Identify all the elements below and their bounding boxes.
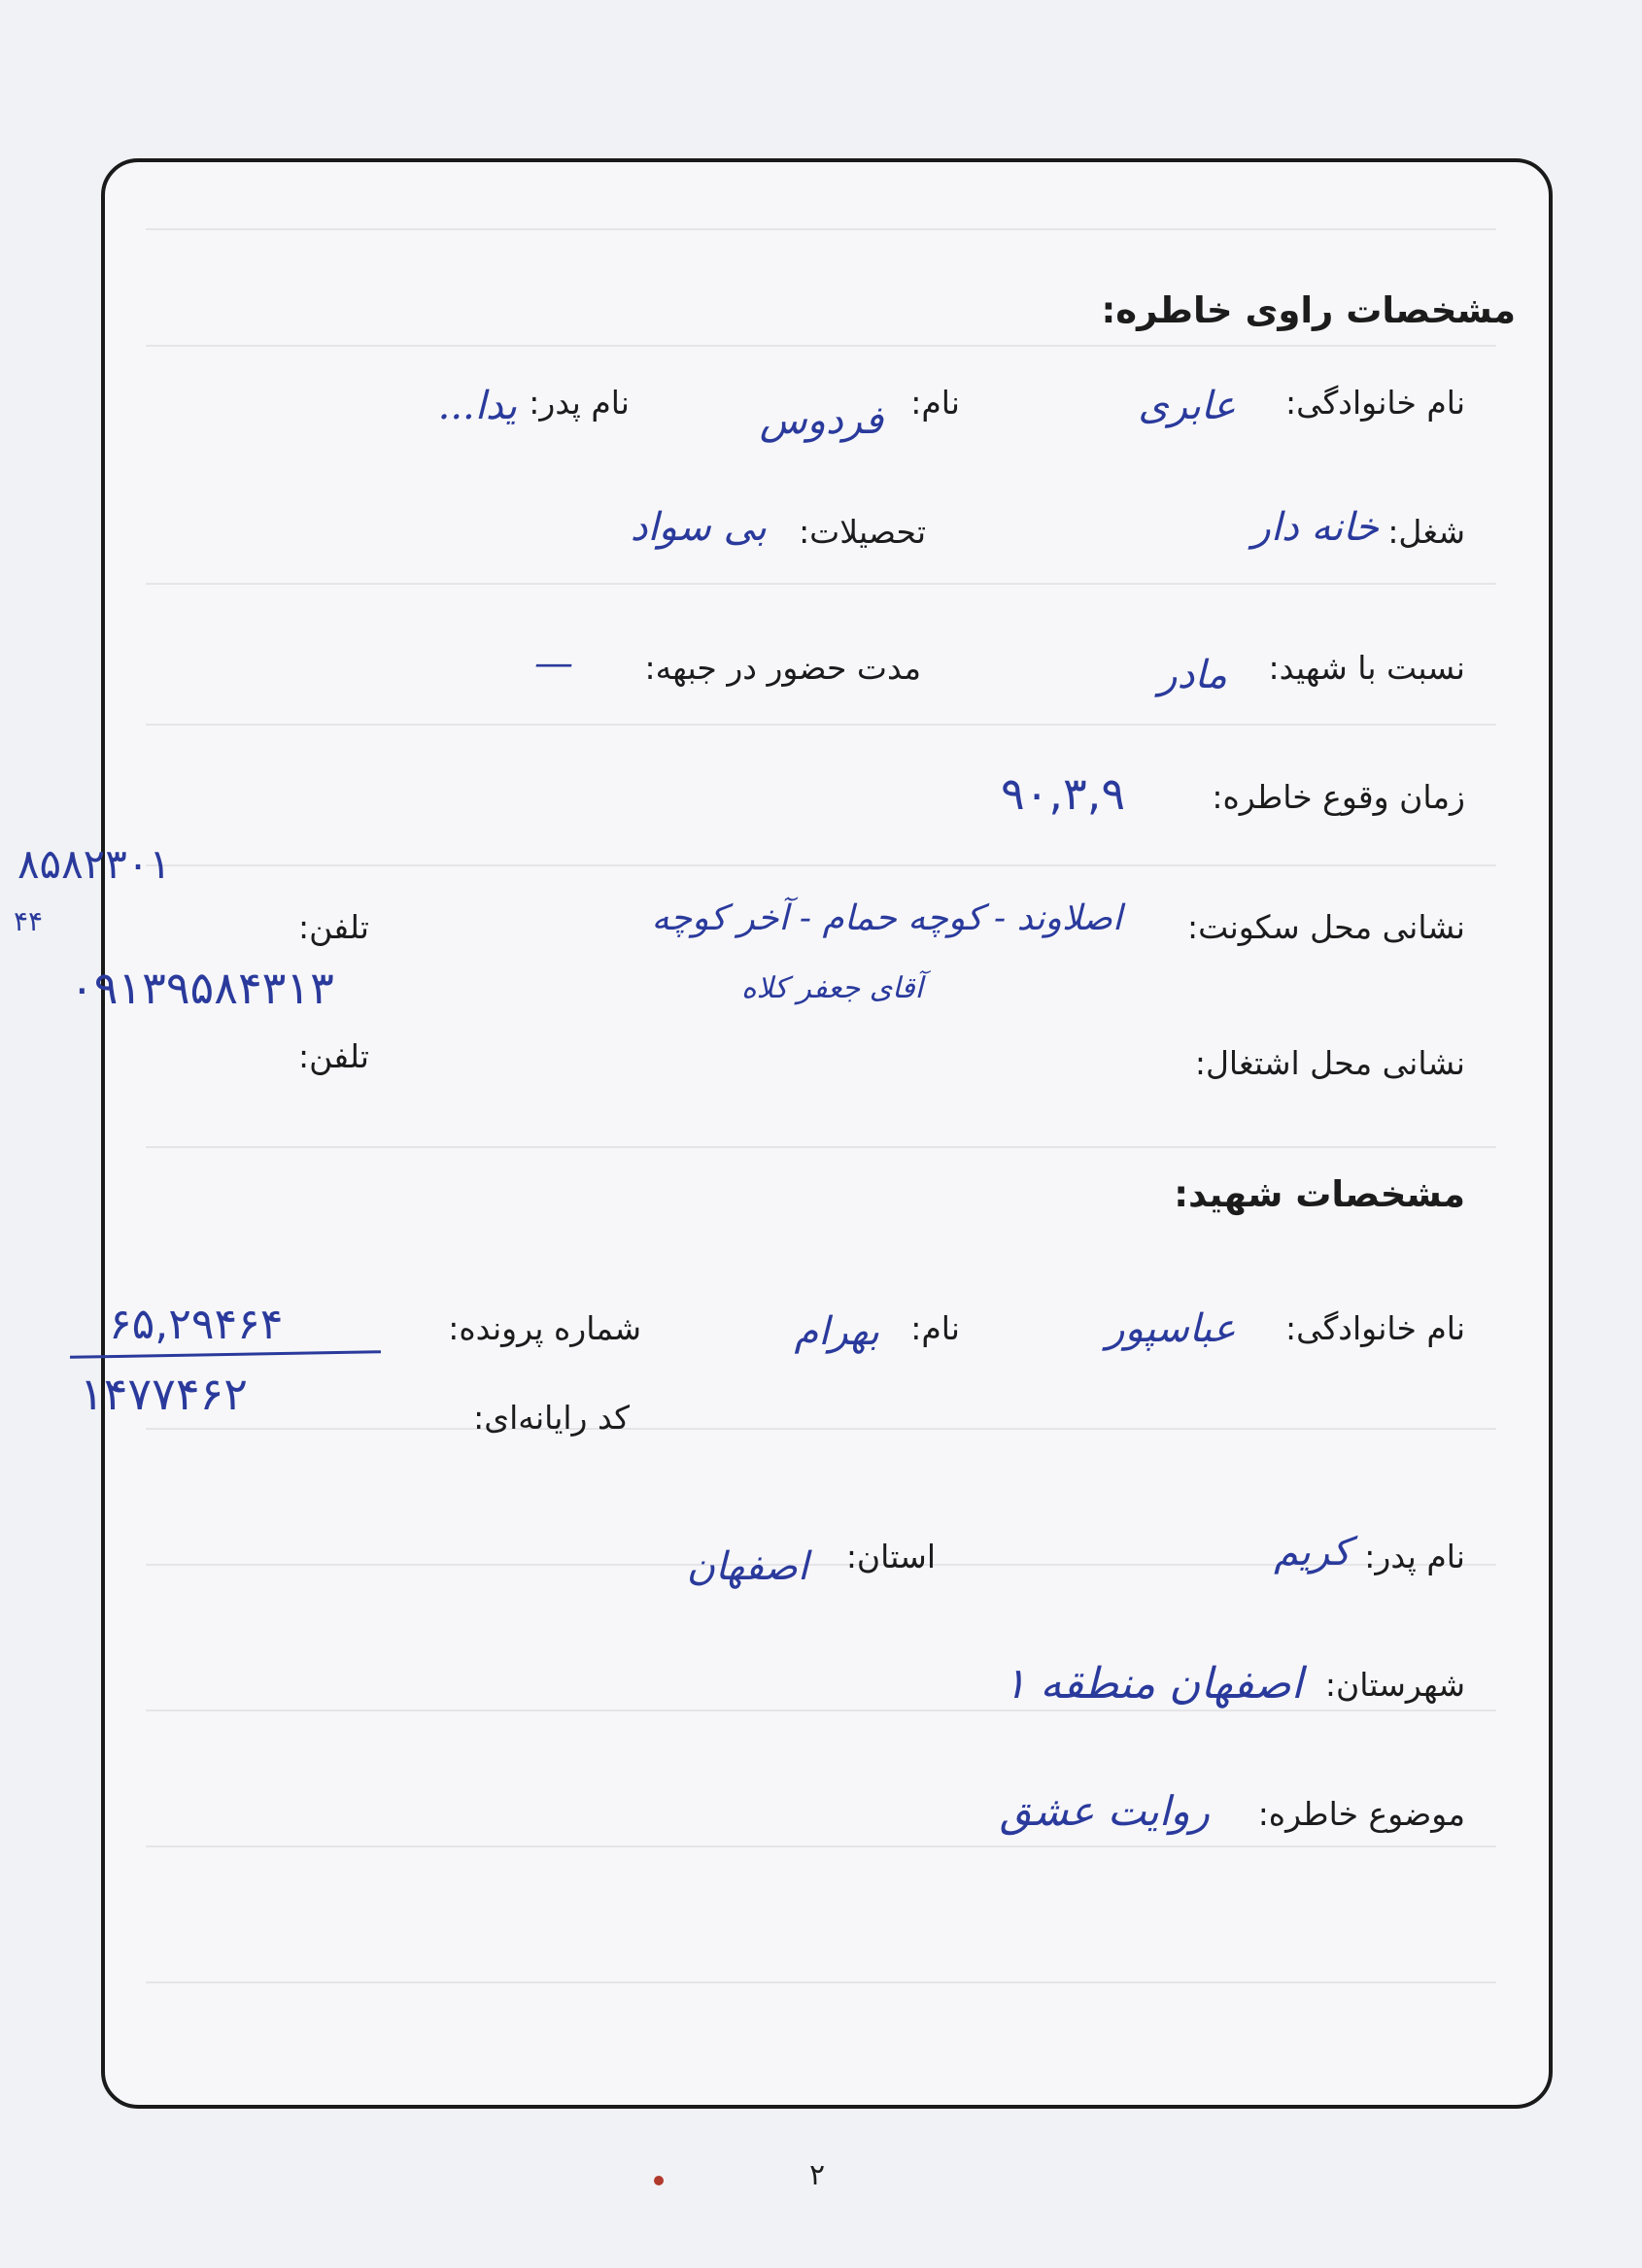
narrator-father-name-label: نام پدر: [529, 384, 630, 422]
show-through-line [146, 864, 1496, 866]
martyr-province-value: اصفهان [686, 1544, 808, 1589]
narrator-relation-label: نسبت با شهید: [1268, 649, 1465, 687]
narrator-home-phone-extra: ۴۴ [14, 905, 44, 937]
martyr-memory-subject-value: روایت عشق [999, 1787, 1210, 1835]
narrator-father-name-value: یدا... [437, 384, 517, 428]
show-through-line [146, 1981, 1496, 1983]
narrator-occupation-label: شغل: [1387, 513, 1465, 551]
show-through-line [146, 1428, 1496, 1430]
martyr-first-name-label: نام: [910, 1309, 960, 1347]
narrator-memory-date-label: زمان وقوع خاطره: [1212, 778, 1465, 816]
martyr-computer-code-label: کد رایانه‌ای: [473, 1399, 630, 1437]
show-through-line [146, 1146, 1496, 1148]
show-through-line [146, 228, 1496, 230]
martyr-memory-subject-label: موضوع خاطره: [1257, 1795, 1465, 1833]
ink-dot [654, 2176, 664, 2185]
page-number: ۲ [809, 2158, 826, 2192]
martyr-family-name-label: نام خانوادگی: [1284, 1309, 1465, 1347]
narrator-relation-value: مادر [1158, 653, 1227, 697]
show-through-line [146, 724, 1496, 726]
martyr-file-number-value: ۶۵,۲۹۴۶۴ [109, 1300, 284, 1349]
narrator-home-phone-value: ۸۵۸۲۳۰۱ [17, 840, 171, 888]
martyr-county-label: شهرستان: [1324, 1666, 1465, 1704]
narrator-work-phone-label: تلفن: [297, 1037, 369, 1075]
narrator-front-duration-value: — [534, 641, 573, 686]
narrator-education-label: تحصیلات: [799, 513, 926, 551]
show-through-line [146, 583, 1496, 585]
martyr-father-name-label: نام پدر: [1364, 1538, 1465, 1575]
show-through-line [146, 345, 1496, 347]
narrator-home-address-note: آقای جعفر کلاه [740, 971, 923, 1005]
narrator-home-phone-label: تلفن: [297, 908, 369, 946]
narrator-mobile-value: ۰۹۱۳۹۵۸۴۳۱۳ [70, 962, 334, 1014]
narrator-family-name-label: نام خانوادگی: [1284, 384, 1465, 422]
narrator-home-address-value: اصلاوند - کوچه حمام - آخر کوچه [651, 898, 1122, 938]
martyr-province-label: استان: [845, 1538, 936, 1575]
narrator-occupation-value: خانه دار [1251, 505, 1379, 550]
narrator-first-name-label: نام: [910, 384, 960, 422]
narrator-first-name-value: فردوس [759, 398, 883, 443]
martyr-heading: مشخصات شهید: [1174, 1173, 1465, 1215]
martyr-computer-code-value: ۱۴۷۷۴۶۲ [80, 1368, 248, 1420]
martyr-family-name-value: عباسپور [1106, 1306, 1236, 1351]
narrator-work-address-label: نشانی محل اشتغال: [1194, 1044, 1465, 1082]
martyr-first-name-value: بهرام [794, 1309, 879, 1354]
martyr-father-name-value: کریم [1274, 1530, 1351, 1574]
narrator-memory-date-value: ۹۰,۳,۹ [1001, 767, 1126, 820]
martyr-file-number-label: شماره پرونده: [448, 1309, 641, 1347]
martyr-county-value: اصفهان منطقه ۱ [1003, 1659, 1303, 1709]
narrator-family-name-value: عابری [1138, 384, 1236, 428]
narrator-front-duration-label: مدت حضور در جبهه: [644, 649, 921, 687]
show-through-line [146, 1709, 1496, 1711]
narrator-heading: مشخصات راوی خاطره: [1101, 289, 1516, 331]
show-through-line [146, 1845, 1496, 1847]
narrator-education-value: بی سواد [630, 505, 767, 550]
narrator-home-address-label: نشانی محل سکونت: [1187, 908, 1465, 946]
